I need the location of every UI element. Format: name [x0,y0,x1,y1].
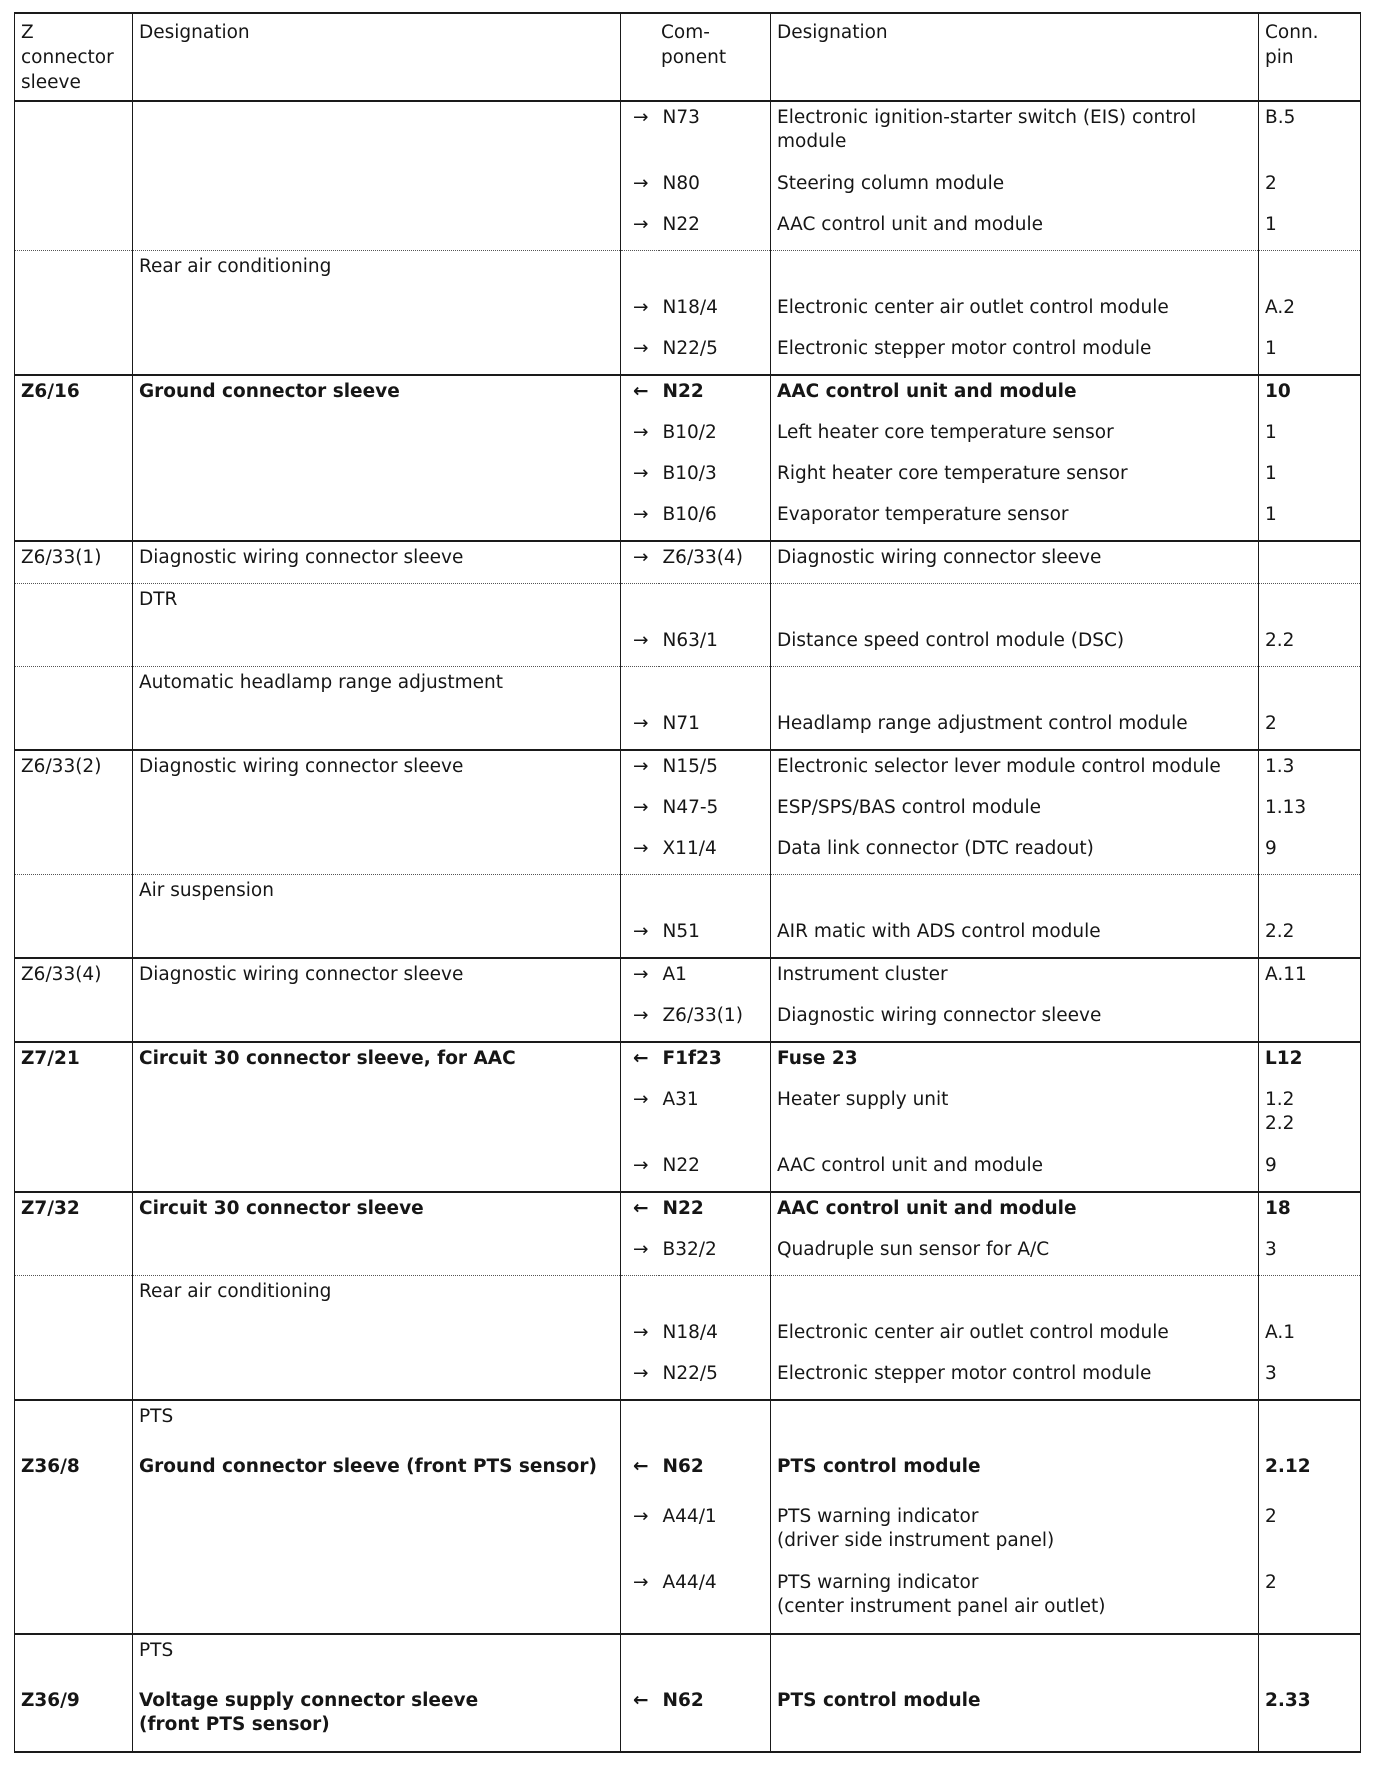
cell-conn-pin: 2.33 [1259,1685,1361,1752]
cell-component-designation: PTS control module [771,1685,1259,1752]
table-row [15,833,1361,875]
cell-designation [133,792,621,833]
cell-z-sleeve: Z6/33(2) [15,750,133,792]
cell-z-sleeve [15,625,133,667]
cell-designation: PTS [133,1400,621,1451]
cell-designation: Diagnostic wiring connector sleeve [133,750,621,792]
cell-component-designation: ESP/SPS/BAS control module [771,792,1259,833]
cell-conn-pin: 3 [1259,1234,1361,1276]
table-row [15,1451,1361,1501]
table-row [15,1400,1361,1451]
cell-component: N18/4 [659,292,771,333]
cell-z-sleeve [15,1358,133,1400]
table-row [15,875,1361,917]
cell-conn-pin: A.1 [1259,1317,1361,1358]
table-row [15,1358,1361,1400]
cell-designation: Ground connector sleeve (front PTS sensor) [133,1451,621,1501]
cell-component: Z6/33(1) [659,1000,771,1042]
cell-z-sleeve [15,333,133,375]
cell-z-sleeve: Z6/33(4) [15,958,133,1000]
cell-designation [133,209,621,251]
cell-arrow: → [621,792,659,833]
cell-arrow [621,1400,659,1451]
cell-designation: Rear air conditioning [133,251,621,293]
cell-designation: Diagnostic wiring connector sleeve [133,958,621,1000]
header-z-line2: connector [21,47,114,68]
cell-conn-pin: 2 [1259,708,1361,750]
cell-arrow: ← [621,375,659,417]
cell-designation [133,1000,621,1042]
cell-designation: Voltage supply connector sleeve (front PTS sensor) [133,1685,621,1752]
cell-designation [133,1501,621,1567]
cell-arrow: ← [621,1685,659,1752]
cell-arrow [621,251,659,293]
cell-component-designation: Electronic center air outlet control module [771,1317,1259,1358]
cell-component: N73 [659,101,771,168]
header-designation: Designation [133,13,621,101]
cell-arrow: → [621,1234,659,1276]
table-row [15,251,1361,293]
cell-component-designation: Electronic stepper motor control module [771,333,1259,375]
table-row [15,792,1361,833]
cell-conn-pin: L12 [1259,1042,1361,1084]
cell-conn-pin: 1.3 [1259,750,1361,792]
cell-component: F1f23 [659,1042,771,1084]
cell-designation [133,1358,621,1400]
cell-designation [133,101,621,168]
cell-z-sleeve [15,792,133,833]
cell-component-designation: PTS control module [771,1451,1259,1501]
table-row [15,168,1361,209]
connector-sleeve-table [14,12,1361,1753]
cell-arrow: → [621,292,659,333]
cell-arrow: ← [621,1042,659,1084]
cell-component: N22/5 [659,333,771,375]
cell-designation [133,458,621,499]
cell-component: B10/2 [659,417,771,458]
cell-component: X11/4 [659,833,771,875]
cell-z-sleeve [15,708,133,750]
cell-component-designation: Left heater core temperature sensor [771,417,1259,458]
cell-component-designation [771,1276,1259,1318]
cell-conn-pin [1259,584,1361,626]
cell-designation [133,1234,621,1276]
table-row [15,1084,1361,1150]
cell-z-sleeve [15,209,133,251]
cell-component-designation: AAC control unit and module [771,209,1259,251]
cell-z-sleeve: Z36/9 [15,1685,133,1752]
cell-component [659,667,771,709]
cell-z-sleeve [15,875,133,917]
cell-component: N47-5 [659,792,771,833]
table-row [15,1042,1361,1084]
cell-component: N71 [659,708,771,750]
cell-conn-pin: 1.13 [1259,792,1361,833]
cell-component-designation [771,251,1259,293]
cell-conn-pin [1259,1400,1361,1451]
cell-arrow: → [621,916,659,958]
table-row [15,708,1361,750]
cell-designation [133,499,621,541]
cell-component-designation: PTS warning indicator (driver side instrument panel) [771,1501,1259,1567]
table-row [15,1501,1361,1567]
table-row [15,499,1361,541]
cell-designation: Ground connector sleeve [133,375,621,417]
cell-conn-pin: 9 [1259,833,1361,875]
cell-conn-pin: 9 [1259,1150,1361,1192]
table-row [15,1150,1361,1192]
cell-designation: Diagnostic wiring connector sleeve [133,541,621,584]
cell-conn-pin: 1 [1259,333,1361,375]
cell-designation: PTS [133,1634,621,1685]
cell-conn-pin: 2 [1259,1567,1361,1634]
cell-component-designation: Evaporator temperature sensor [771,499,1259,541]
cell-conn-pin: 3 [1259,1358,1361,1400]
cell-arrow: → [621,458,659,499]
header-z-connector-sleeve [15,13,133,101]
cell-arrow: → [621,1567,659,1634]
header-designation-2: Designation [771,13,1259,101]
cell-component: N22 [659,209,771,251]
cell-z-sleeve [15,1234,133,1276]
cell-z-sleeve: Z7/21 [15,1042,133,1084]
cell-component-designation: Instrument cluster [771,958,1259,1000]
table-row [15,1276,1361,1318]
cell-z-sleeve [15,1150,133,1192]
cell-conn-pin: A.2 [1259,292,1361,333]
cell-arrow: → [621,101,659,168]
cell-conn-pin [1259,1276,1361,1318]
cell-designation [133,417,621,458]
cell-conn-pin [1259,667,1361,709]
table-row [15,958,1361,1000]
cell-designation: DTR [133,584,621,626]
cell-arrow: → [621,1501,659,1567]
cell-z-sleeve [15,1084,133,1150]
cell-component: A44/1 [659,1501,771,1567]
cell-arrow: → [621,1084,659,1150]
cell-component-designation: Heater supply unit [771,1084,1259,1150]
cell-component: N22/5 [659,1358,771,1400]
cell-component: B10/6 [659,499,771,541]
cell-component: N15/5 [659,750,771,792]
cell-component [659,584,771,626]
cell-component-designation: Quadruple sun sensor for A/C [771,1234,1259,1276]
cell-z-sleeve: Z7/32 [15,1192,133,1234]
cell-component: N22 [659,1192,771,1234]
cell-designation [133,916,621,958]
cell-component: N22 [659,375,771,417]
table-row [15,584,1361,626]
table-row [15,1317,1361,1358]
cell-arrow: → [621,168,659,209]
cell-arrow: ← [621,1451,659,1501]
cell-component-designation: AIR matic with ADS control module [771,916,1259,958]
cell-arrow: ← [621,1192,659,1234]
cell-component: B32/2 [659,1234,771,1276]
cell-conn-pin: 2.12 [1259,1451,1361,1501]
cell-designation [133,708,621,750]
header-component [621,13,771,101]
cell-component [659,251,771,293]
header-component-line2: ponent [661,47,727,68]
cell-component [659,1400,771,1451]
cell-component-designation: Data link connector (DTC readout) [771,833,1259,875]
cell-component-designation: AAC control unit and module [771,375,1259,417]
cell-designation [133,1567,621,1634]
cell-z-sleeve: Z6/16 [15,375,133,417]
cell-arrow: → [621,417,659,458]
cell-component-designation: Diagnostic wiring connector sleeve [771,541,1259,584]
cell-designation: Circuit 30 connector sleeve [133,1192,621,1234]
cell-z-sleeve [15,584,133,626]
cell-z-sleeve [15,168,133,209]
cell-z-sleeve [15,499,133,541]
cell-designation [133,1084,621,1150]
cell-component: Z6/33(4) [659,541,771,584]
table-row [15,101,1361,168]
cell-arrow: → [621,209,659,251]
cell-z-sleeve [15,667,133,709]
cell-conn-pin: 2.2 [1259,916,1361,958]
cell-z-sleeve [15,251,133,293]
cell-designation: Circuit 30 connector sleeve, for AAC [133,1042,621,1084]
cell-component: N18/4 [659,1317,771,1358]
cell-conn-pin: 10 [1259,375,1361,417]
cell-designation: Air suspension [133,875,621,917]
cell-arrow: → [621,541,659,584]
table-row [15,333,1361,375]
cell-conn-pin [1259,1000,1361,1042]
cell-conn-pin [1259,875,1361,917]
cell-z-sleeve [15,101,133,168]
cell-designation [133,625,621,667]
header-component-line1: Com- [661,22,710,43]
cell-designation: Automatic headlamp range adjustment [133,667,621,709]
cell-component-designation [771,1634,1259,1685]
cell-component-designation: AAC control unit and module [771,1192,1259,1234]
cell-component-designation: Electronic center air outlet control module [771,292,1259,333]
table-row [15,375,1361,417]
cell-arrow: → [621,833,659,875]
cell-conn-pin [1259,541,1361,584]
cell-arrow: → [621,958,659,1000]
table-row [15,1685,1361,1752]
cell-arrow: → [621,1000,659,1042]
cell-z-sleeve: Z6/33(1) [15,541,133,584]
cell-arrow: → [621,708,659,750]
cell-component [659,875,771,917]
cell-component-designation: PTS warning indicator (center instrument panel air outlet) [771,1567,1259,1634]
cell-component [659,1634,771,1685]
cell-conn-pin [1259,251,1361,293]
table-row [15,750,1361,792]
cell-designation [133,1317,621,1358]
cell-conn-pin: 1 [1259,209,1361,251]
cell-arrow: → [621,750,659,792]
table-row [15,209,1361,251]
table-row [15,667,1361,709]
cell-z-sleeve [15,1000,133,1042]
cell-component: N22 [659,1150,771,1192]
cell-component-designation: Right heater core temperature sensor [771,458,1259,499]
table-row [15,1234,1361,1276]
table-row [15,417,1361,458]
header-pin-line2: pin [1265,47,1294,68]
cell-conn-pin: 1 [1259,458,1361,499]
header-row [15,13,1361,101]
cell-arrow [621,875,659,917]
cell-component-designation: Electronic selector lever module control module [771,750,1259,792]
cell-designation [133,292,621,333]
cell-component: A31 [659,1084,771,1150]
cell-component: N62 [659,1685,771,1752]
cell-component: A1 [659,958,771,1000]
cell-arrow [621,1634,659,1685]
cell-arrow: → [621,1317,659,1358]
cell-z-sleeve [15,916,133,958]
cell-conn-pin: 1 [1259,417,1361,458]
cell-z-sleeve: Z36/8 [15,1451,133,1501]
cell-component-designation: Electronic stepper motor control module [771,1358,1259,1400]
cell-z-sleeve [15,1276,133,1318]
cell-conn-pin: 18 [1259,1192,1361,1234]
cell-arrow [621,584,659,626]
cell-component-designation [771,584,1259,626]
cell-component: A44/4 [659,1567,771,1634]
cell-designation [133,168,621,209]
cell-component-designation: Headlamp range adjustment control module [771,708,1259,750]
cell-arrow: → [621,1358,659,1400]
cell-arrow: → [621,499,659,541]
table-row [15,1567,1361,1634]
cell-component-designation: Electronic ignition-starter switch (EIS) control module [771,101,1259,168]
table-body [15,101,1361,1752]
cell-z-sleeve [15,1400,133,1451]
table-row [15,1634,1361,1685]
cell-designation [133,1150,621,1192]
cell-z-sleeve [15,1501,133,1567]
cell-conn-pin: 1.2 2.2 [1259,1084,1361,1150]
table-row [15,916,1361,958]
cell-component: N62 [659,1451,771,1501]
cell-z-sleeve [15,458,133,499]
cell-conn-pin [1259,1634,1361,1685]
cell-component-designation: Steering column module [771,168,1259,209]
cell-component-designation: Distance speed control module (DSC) [771,625,1259,667]
table-row [15,292,1361,333]
header-z-line3: sleeve [21,72,81,93]
cell-conn-pin: 2 [1259,1501,1361,1567]
cell-component-designation [771,875,1259,917]
cell-component: N63/1 [659,625,771,667]
cell-component [659,1276,771,1318]
cell-arrow: → [621,625,659,667]
cell-component-designation: AAC control unit and module [771,1150,1259,1192]
cell-z-sleeve [15,1317,133,1358]
table-row [15,458,1361,499]
table-row [15,541,1361,584]
header-z-line1: Z [21,22,34,43]
cell-conn-pin: 1 [1259,499,1361,541]
cell-component: N51 [659,916,771,958]
cell-component-designation: Fuse 23 [771,1042,1259,1084]
cell-designation [133,833,621,875]
cell-component-designation [771,1400,1259,1451]
cell-component-designation [771,667,1259,709]
cell-conn-pin: 2 [1259,168,1361,209]
cell-conn-pin: B.5 [1259,101,1361,168]
cell-z-sleeve [15,833,133,875]
cell-conn-pin: A.11 [1259,958,1361,1000]
cell-arrow [621,667,659,709]
cell-arrow [621,1276,659,1318]
header-pin-line1: Conn. [1265,22,1319,43]
cell-component: B10/3 [659,458,771,499]
cell-component: N80 [659,168,771,209]
cell-z-sleeve [15,1634,133,1685]
cell-component-designation: Diagnostic wiring connector sleeve [771,1000,1259,1042]
cell-z-sleeve [15,417,133,458]
cell-designation [133,333,621,375]
cell-z-sleeve [15,292,133,333]
cell-z-sleeve [15,1567,133,1634]
cell-designation: Rear air conditioning [133,1276,621,1318]
header-conn-pin [1259,13,1361,101]
cell-arrow: → [621,333,659,375]
table-row [15,1192,1361,1234]
cell-conn-pin: 2.2 [1259,625,1361,667]
table-row [15,1000,1361,1042]
cell-arrow: → [621,1150,659,1192]
table-row [15,625,1361,667]
